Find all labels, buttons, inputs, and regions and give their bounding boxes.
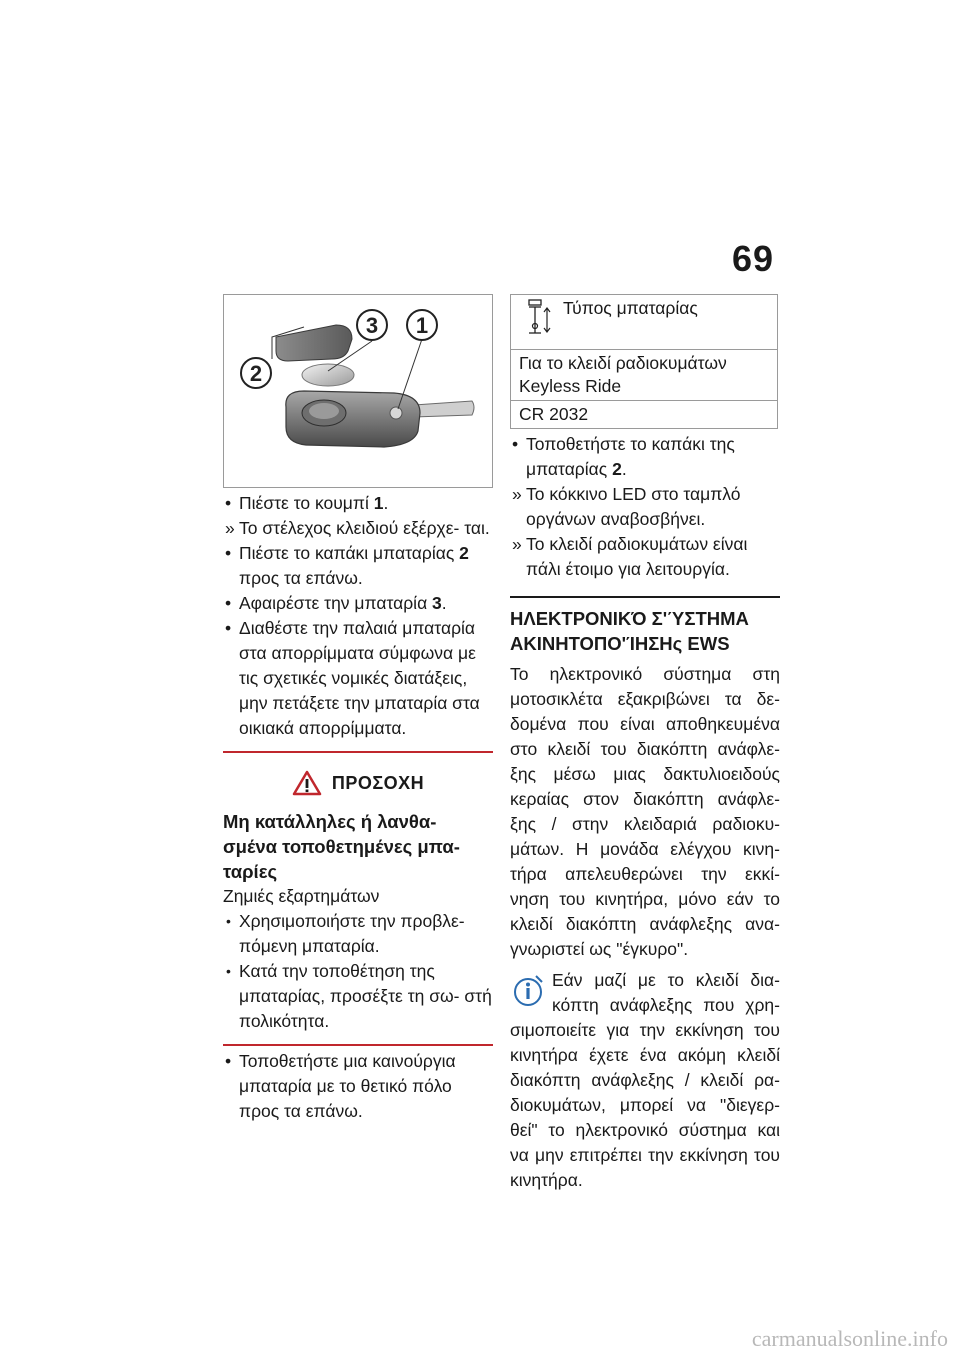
bullet-marker [225, 591, 239, 616]
warning-consequence: Ζημιές εξαρτημάτων [223, 886, 380, 906]
left-step-list [223, 491, 493, 741]
step-text: Πιέστε το κουμπί [239, 493, 374, 513]
step-text: Το κόκκινο LED στο ταμπλό οργάνων αναβοσβήνει. [526, 484, 741, 529]
warning-box [223, 751, 493, 1046]
result-item [223, 516, 493, 541]
info-note [510, 968, 780, 1193]
step-item [223, 1049, 493, 1124]
step-text: Το κλειδί ραδιοκυμάτων είναι πάλι έτοιμο για λειτουργία. [526, 534, 748, 579]
bullet-marker [512, 432, 526, 457]
warning-subtitle: Μη κατάλληλες ή λανθα- σμένα τοποθετημένες μπα- ταρίες [223, 811, 460, 882]
battery-spec-table [510, 294, 778, 429]
watermark: carmanualsonline.info [751, 1326, 948, 1351]
callout-1: 1 [415, 313, 429, 338]
step-item [223, 616, 493, 741]
step-text: Τοποθετήστε μια καινούργια μπαταρία με το θετικό πόλο προς τα επάνω. [239, 1051, 456, 1121]
step-text: Πιέστε το καπάκι μπαταρίας [239, 543, 460, 563]
info-icon [510, 972, 546, 1008]
spec-header-cell [511, 295, 778, 350]
page-number: 69 [731, 238, 774, 279]
spec-row-value: CR 2032 [511, 401, 778, 429]
bullet-marker [225, 491, 239, 516]
step-text-after: . [621, 459, 627, 479]
step-item [223, 491, 493, 516]
step-reference-number: 3 [432, 593, 442, 613]
spec-header: Τύπος μπαταρίας [563, 298, 698, 318]
left-column [223, 294, 493, 1124]
warning-measures [223, 909, 493, 1034]
step-item [510, 432, 780, 482]
step-text-after: . [383, 493, 389, 513]
result-marker [512, 482, 526, 507]
step-text-after: προς τα επάνω. [239, 568, 363, 588]
key-exploded-view-graphic [224, 295, 492, 487]
step-reference-number: 2 [612, 459, 622, 479]
step-reference-number: 1 [373, 493, 384, 513]
left-step-list-continued [223, 1049, 493, 1124]
step-text: Αφαιρέστε την μπαταρία [239, 593, 433, 613]
result-item [510, 532, 780, 582]
callout-3: 3 [365, 313, 379, 338]
result-marker [225, 516, 239, 541]
right-column [510, 294, 780, 1193]
warning-triangle-icon [292, 770, 322, 796]
step-item [223, 591, 493, 616]
section-title: ΗΛΕΚΤΡΟΝΙΚΌ Σ'ΎΣΤΗΜΑ ΑΚΙΝΗΤΟΠΟ'ΊΗΣΗς EWS [510, 596, 780, 656]
right-step-list [510, 432, 780, 582]
bullet-marker [225, 541, 239, 566]
key-battery-illustration [223, 294, 493, 488]
step-text: Τοποθετήστε το καπάκι της μπαταρίας [526, 434, 735, 479]
info-note-text: Εάν μαζί με το κλειδί δια- κόπτη ανάφλεξης που χρη- σιμοποιείτε για την εκκίνηση του κινητήρα έχετε ένα ακόμη κλειδί διακόπτη ανάφλεξης / κλειδί ρα- διοκυμάτων, μπορεί να "διεγερ- θεί" το ηλεκτρονικό σύστημα και να μην επιτρέπει την εκκίνηση του κινητήρα. [510, 970, 780, 1190]
callout-2: 2 [249, 361, 263, 386]
warning-measure-item: • Κατά την τοποθέτηση της μπαταρίας, προσέξτε τη σω- στή πολικότητα. [223, 959, 493, 1034]
step-reference-number: 2 [459, 543, 469, 563]
result-item [510, 482, 780, 532]
step-item [223, 541, 493, 591]
step-text: Διαθέστε την παλαιά μπαταρία στα απορρίμματα σύμφωνα με τις σχετικές νομικές διατάξεις, μην πετάξετε την μπαταρία στα οικιακά απορρίμματα. [239, 618, 480, 738]
warning-measure-item: • Χρησιμοποιήστε την προβλε- πόμενη μπαταρία. [223, 909, 493, 959]
result-marker [512, 532, 526, 557]
bullet-marker [225, 1049, 239, 1074]
bullet-marker [225, 616, 239, 641]
step-text: Το στέλεχος κλειδιού εξέρχε- ται. [239, 518, 490, 538]
warning-title: ΠΡΟΣΟΧΗ [331, 772, 425, 793]
spec-row-label: Για το κλειδί ραδιοκυμάτων Keyless Ride [511, 350, 778, 401]
warning-header [223, 765, 493, 801]
section-body: Το ηλεκτρονικό σύστημα στη μοτοσικλέτα εξακριβώνει τα δε- δομένα που είναι αποθηκευμένα στο κλειδί του διακόπτη ανάφλε- ξης μέσω μιας δακτυλιοειδούς κεραίας στον διακόπτη ανάφλε- ξης / στην κλειδαριά ραδιοκυ- μάτων. Η μονάδα ελέγχου κινη- τήρα απελευθερώνει την εκκί- νηση του κινητήρα, μόνο εάν το κλειδί διακόπτη ανάφλεξης ανα- γνωριστεί ως "έγκυρο". [510, 664, 780, 959]
step-text-after: . [441, 593, 447, 613]
technical-data-icon [519, 297, 555, 337]
